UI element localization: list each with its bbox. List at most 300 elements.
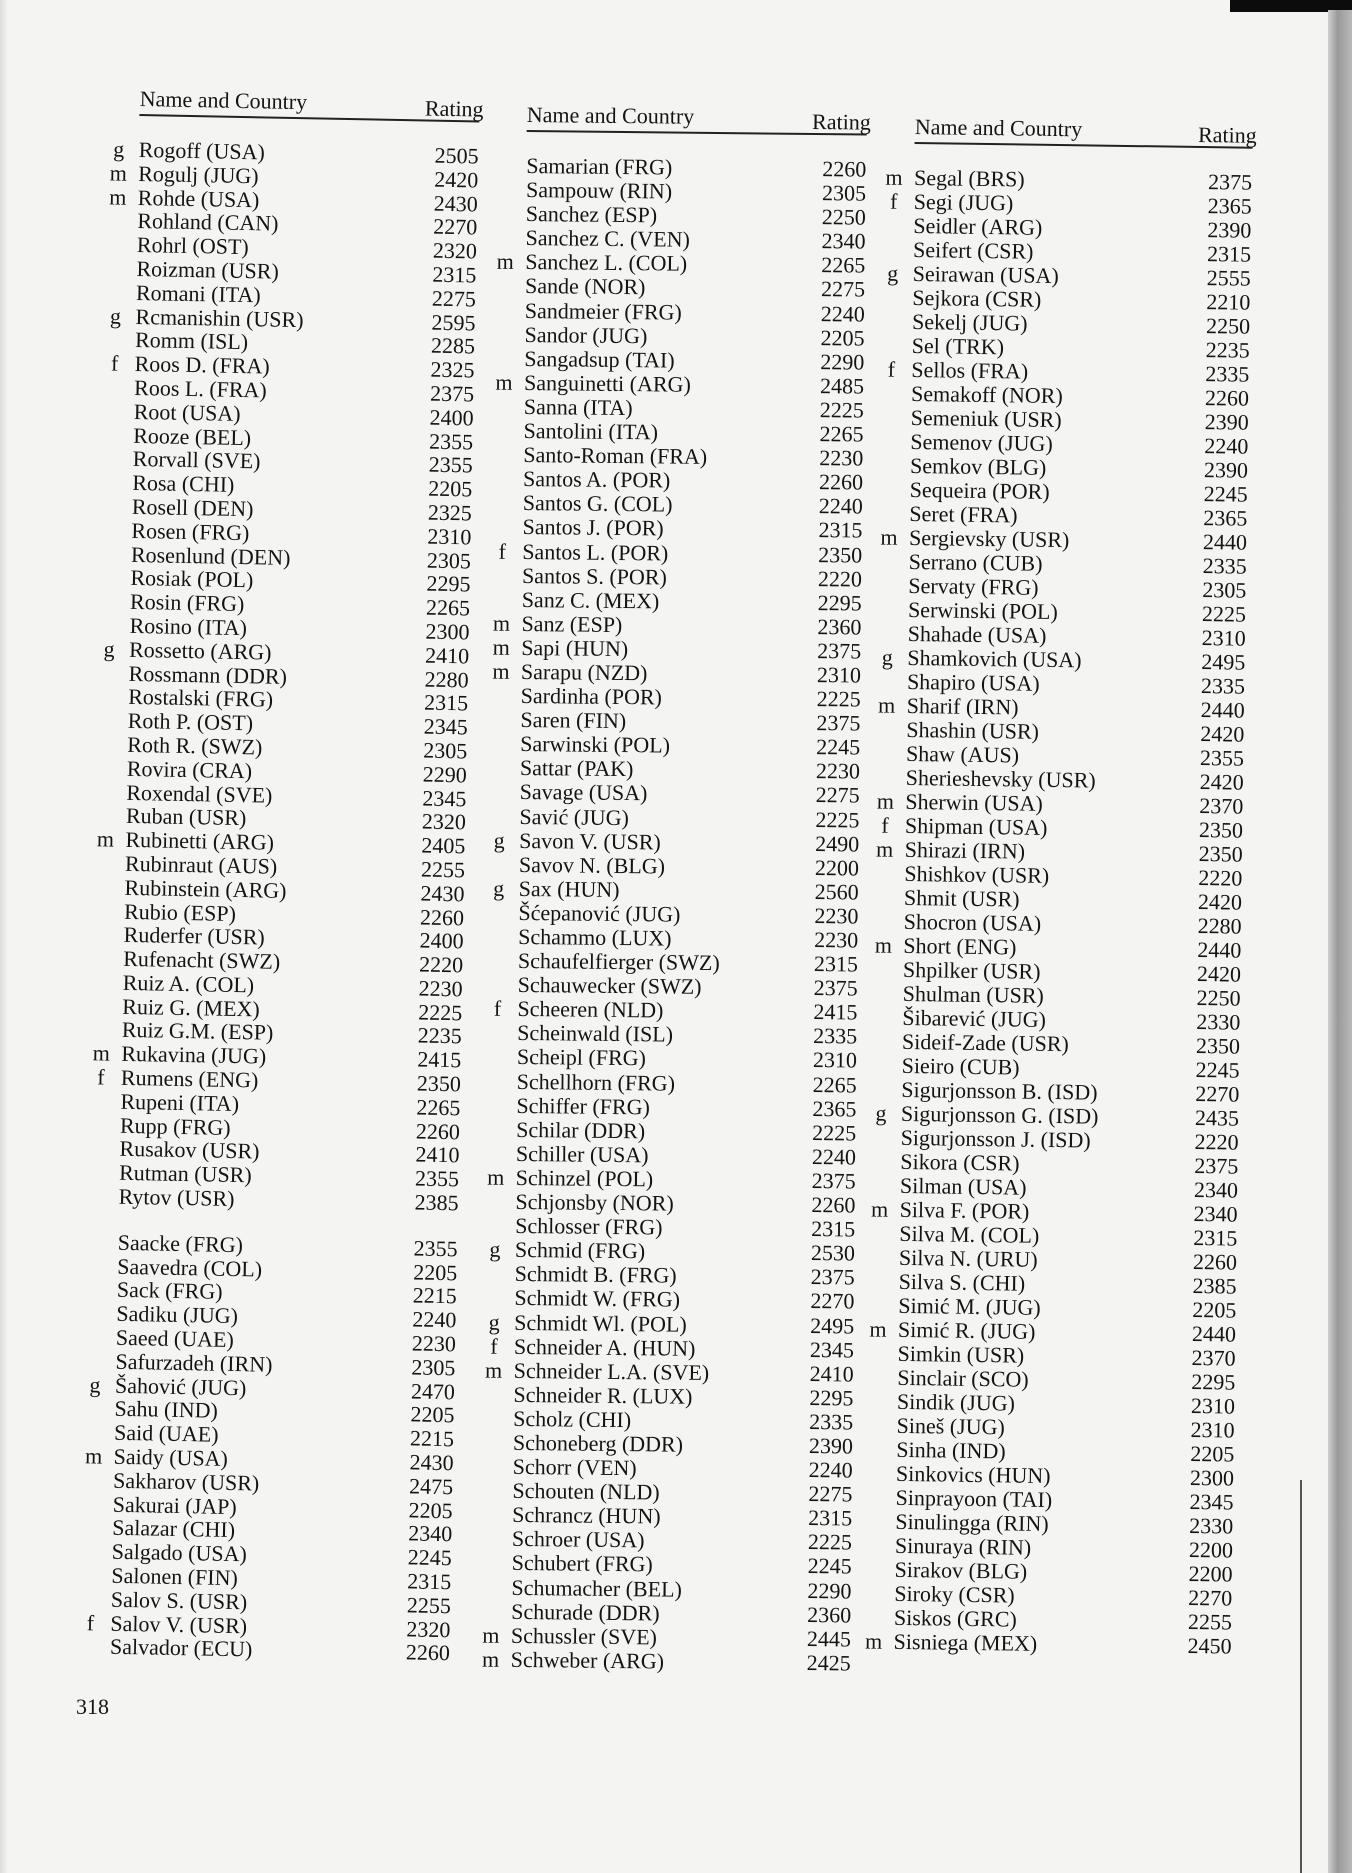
player-name-country: Silva F. (POR) bbox=[899, 1196, 1030, 1224]
player-rating: 2445 bbox=[806, 1625, 852, 1652]
title-marker: m bbox=[877, 692, 896, 718]
player-rating: 2375 bbox=[810, 1264, 855, 1290]
player-rating: 2440 bbox=[1197, 937, 1242, 963]
player-rating: 2280 bbox=[1197, 913, 1242, 939]
player-name-country: Shmit (USR) bbox=[903, 884, 1020, 912]
player-name-country: Roos D. (FRA) bbox=[134, 351, 270, 379]
column-header bbox=[139, 84, 484, 123]
title-marker: g bbox=[103, 636, 115, 662]
player-rating: 2370 bbox=[1199, 793, 1244, 819]
player-rating: 2410 bbox=[424, 642, 470, 669]
player-rating: 2325 bbox=[427, 499, 473, 526]
player-name-country: Semenov (JUG) bbox=[910, 428, 1053, 456]
player-rating: 2375 bbox=[816, 710, 861, 736]
player-name-country: Sel (TRK) bbox=[911, 332, 1005, 360]
player-name-country: Sinclair (SCO) bbox=[897, 1364, 1029, 1392]
player-name-country: Schneider R. (LUX) bbox=[513, 1381, 693, 1409]
player-name-country: Schilar (DDR) bbox=[516, 1116, 646, 1144]
player-rating: 2270 bbox=[433, 214, 478, 240]
player-name-country: Segal (BRS) bbox=[913, 164, 1025, 192]
title-marker: m bbox=[869, 1316, 887, 1342]
player-rating: 2385 bbox=[1192, 1272, 1237, 1299]
player-rating: 2220 bbox=[1198, 865, 1243, 891]
player-name-country: Sieiro (CUB) bbox=[901, 1052, 1020, 1080]
player-name-country: Šahović (JUG) bbox=[114, 1372, 247, 1400]
title-marker: m bbox=[92, 1040, 111, 1066]
player-rating: 2290 bbox=[422, 761, 468, 788]
player-rating: 2260 bbox=[1204, 385, 1250, 411]
player-rating: 2275 bbox=[815, 782, 860, 808]
player-rating: 2440 bbox=[1202, 529, 1248, 555]
ratings-list bbox=[92, 136, 479, 1216]
player-name-country: Root (USA) bbox=[133, 398, 241, 426]
player-name-country: Sigurjonsson B. (ISD) bbox=[901, 1076, 1098, 1105]
player-name-country: Sigurjonsson G. (ISD) bbox=[900, 1100, 1099, 1129]
player-name-country: Rytov (USR) bbox=[118, 1183, 235, 1212]
player-rating: 2265 bbox=[819, 421, 864, 447]
player-name-country: Rubio (ESP) bbox=[123, 898, 237, 926]
player-name-country: Simić R. (JUG) bbox=[897, 1316, 1036, 1344]
player-rating: 2205 bbox=[820, 324, 865, 351]
player-rating: 2230 bbox=[819, 445, 864, 471]
player-rating: 2245 bbox=[807, 1553, 852, 1579]
title-marker: f bbox=[86, 1609, 95, 1636]
player-rating: 2425 bbox=[806, 1649, 851, 1676]
player-name-country: Roth R. (SWZ) bbox=[127, 731, 263, 760]
player-name-country: Sarapu (NZD) bbox=[520, 658, 648, 686]
title-marker: m bbox=[84, 1443, 103, 1469]
title-marker: m bbox=[481, 1646, 500, 1672]
player-rating: 2420 bbox=[1196, 961, 1242, 987]
player-name-country: Semkov (BLG) bbox=[909, 452, 1047, 480]
player-rating: 2260 bbox=[818, 469, 864, 495]
player-rating: 2320 bbox=[421, 808, 467, 835]
player-rating: 2430 bbox=[420, 880, 465, 907]
title-marker: m bbox=[880, 524, 898, 550]
player-name-country: Ruderfer (USR) bbox=[123, 922, 266, 950]
player-name-country: Salvador (ECU) bbox=[109, 1634, 253, 1662]
player-rating: 2355 bbox=[413, 1235, 458, 1262]
player-name-country: Sergievsky (USR) bbox=[908, 524, 1070, 553]
player-rating: 2280 bbox=[424, 666, 469, 692]
player-rating: 2390 bbox=[1207, 217, 1252, 243]
player-name-country: Rufenacht (SWZ) bbox=[122, 945, 281, 974]
player-name-country: Short (ENG) bbox=[903, 932, 1017, 960]
player-rating: 2205 bbox=[1190, 1440, 1235, 1467]
player-name-country: Rossmann (DDR) bbox=[128, 660, 288, 689]
player-rating: 2215 bbox=[409, 1425, 455, 1452]
player-name-country: Rupp (FRG) bbox=[119, 1112, 231, 1140]
player-rating: 2495 bbox=[1201, 649, 1246, 675]
title-marker: m bbox=[875, 836, 894, 862]
player-rating: 2220 bbox=[817, 565, 863, 592]
player-name-country: Schrancz (HUN) bbox=[512, 1502, 661, 1529]
player-rating: 2440 bbox=[1200, 697, 1245, 723]
player-rating: 2225 bbox=[1201, 601, 1247, 627]
player-name-country: Rubinstein (ARG) bbox=[124, 874, 287, 903]
player-rating: 2355 bbox=[414, 1165, 460, 1192]
player-rating: 2530 bbox=[810, 1240, 856, 1266]
player-rating: 2295 bbox=[817, 589, 862, 616]
player-name-country: Schinzel (POL) bbox=[515, 1164, 654, 1192]
player-name-country: Schussler (SVE) bbox=[510, 1622, 658, 1650]
player-name-country: Rubinetti (ARG) bbox=[125, 826, 275, 855]
player-rating: 2310 bbox=[812, 1047, 858, 1073]
player-rating: 2270 bbox=[1195, 1081, 1240, 1107]
player-name-country: Schmidt B. (FRG) bbox=[514, 1261, 677, 1288]
title-marker: m bbox=[874, 932, 893, 958]
title-marker: f bbox=[490, 1333, 498, 1359]
player-rating: 2595 bbox=[431, 309, 476, 336]
title-marker: g bbox=[887, 260, 899, 286]
title-marker: g bbox=[113, 136, 125, 162]
page-number: 318 bbox=[76, 1694, 109, 1719]
player-name-country: Santo-Roman (FRA) bbox=[523, 442, 708, 470]
player-name-country: Sherwin (USA) bbox=[905, 788, 1044, 816]
player-rating: 2420 bbox=[433, 166, 479, 193]
player-name-country: Silva S. (CHI) bbox=[898, 1268, 1026, 1296]
player-name-country: Sardinha (POR) bbox=[520, 683, 663, 710]
player-name-country: Shishkov (USR) bbox=[904, 860, 1050, 888]
player-rating: 2255 bbox=[406, 1592, 452, 1619]
player-rating: 2285 bbox=[430, 333, 476, 359]
title-marker: m bbox=[482, 1622, 500, 1648]
player-name-country: Schammo (LUX) bbox=[518, 923, 672, 951]
player-name-country: Rosiak (POL) bbox=[130, 565, 254, 593]
player-name-country: Rusakov (USR) bbox=[119, 1136, 260, 1164]
player-name-country: Santos L. (POR) bbox=[522, 538, 669, 566]
player-rating: 2260 bbox=[822, 156, 867, 182]
player-rating: 2230 bbox=[814, 927, 859, 953]
player-name-country: Scheipl (FRG) bbox=[516, 1044, 647, 1071]
player-name-country: Semeniuk (USR) bbox=[910, 404, 1062, 433]
player-name-country: Sakurai (JAP) bbox=[112, 1491, 238, 1519]
player-name-country: Schoneberg (DDR) bbox=[512, 1429, 684, 1457]
column-header bbox=[914, 112, 1257, 149]
player-name-country: Rohrl (OST) bbox=[136, 232, 249, 260]
title-marker: m bbox=[864, 1628, 883, 1654]
player-rating: 2225 bbox=[807, 1529, 853, 1555]
player-rating: 2200 bbox=[1188, 1560, 1233, 1587]
player-name-country: Savage (USA) bbox=[519, 779, 648, 806]
player-rating: 2315 bbox=[813, 951, 859, 977]
player-rating: 2430 bbox=[409, 1449, 454, 1476]
player-name-country: Rostalski (FRG) bbox=[127, 684, 274, 712]
player-rating: 2315 bbox=[407, 1568, 452, 1595]
player-rating: 2410 bbox=[415, 1141, 460, 1168]
player-rating: 2345 bbox=[809, 1336, 855, 1363]
player-name-country: Schaufelfierger (SWZ) bbox=[517, 948, 720, 976]
player-name-country: Schiller (USA) bbox=[515, 1140, 649, 1168]
player-name-country: Schneider A. (HUN) bbox=[513, 1333, 696, 1361]
player-name-country: Roos L. (FRA) bbox=[133, 374, 268, 403]
player-name-country: Sanguinetti (ARG) bbox=[523, 369, 691, 397]
player-name-country: Schorr (VEN) bbox=[512, 1453, 637, 1481]
player-rating: 2295 bbox=[809, 1384, 854, 1411]
player-rating: 2265 bbox=[425, 594, 471, 621]
player-name-country: Scheeren (NLD) bbox=[517, 996, 664, 1023]
player-name-country: Siroky (CSR) bbox=[894, 1580, 1015, 1608]
player-rating: 2415 bbox=[813, 999, 858, 1025]
player-name-country: Sanz (ESP) bbox=[521, 610, 623, 637]
player-rating: 2390 bbox=[808, 1432, 854, 1459]
player-rating: 2310 bbox=[1201, 625, 1246, 651]
player-rating: 2245 bbox=[1195, 1057, 1240, 1083]
player-rating: 2215 bbox=[412, 1282, 458, 1309]
player-name-country: Sanchez C. (VEN) bbox=[525, 225, 691, 252]
player-rating: 2350 bbox=[416, 1070, 462, 1097]
player-rating: 2245 bbox=[407, 1544, 453, 1571]
player-name-country: Safurzadeh (IRN) bbox=[115, 1348, 273, 1377]
player-name-country: Sejkora (CSR) bbox=[912, 284, 1042, 312]
player-name-country: Roizman (USR) bbox=[136, 255, 280, 284]
player-name-country: Schmidt Wl. (POL) bbox=[514, 1309, 687, 1337]
player-name-country: Silman (USA) bbox=[899, 1172, 1027, 1200]
player-name-country: Rcmanishin (USR) bbox=[135, 303, 304, 332]
player-rating: 2440 bbox=[1191, 1320, 1237, 1347]
player-rating: 2245 bbox=[1203, 481, 1248, 507]
player-name-country: Seifert (CSR) bbox=[912, 236, 1034, 264]
player-name-country: Sanchez L. (COL) bbox=[525, 249, 688, 277]
player-name-country: Saidy (USA) bbox=[113, 1443, 229, 1471]
player-rating: 2360 bbox=[807, 1601, 852, 1628]
player-rating: 2315 bbox=[818, 517, 863, 543]
player-name-country: Santos S. (POR) bbox=[521, 562, 668, 590]
title-marker: g bbox=[881, 644, 894, 670]
player-rating: 2355 bbox=[428, 451, 473, 478]
player-rating: 2225 bbox=[815, 806, 860, 833]
player-name-country: Sirakov (BLG) bbox=[894, 1556, 1028, 1584]
player-name-country: Schouten (NLD) bbox=[512, 1478, 660, 1505]
player-rating: 2340 bbox=[1193, 1177, 1239, 1203]
player-name-country: Segi (JUG) bbox=[913, 188, 1014, 216]
player-rating: 2390 bbox=[1203, 457, 1249, 483]
title-marker: m bbox=[492, 658, 510, 684]
player-rating: 2205 bbox=[410, 1401, 455, 1428]
player-rating: 2235 bbox=[1205, 337, 1250, 363]
title-marker: f bbox=[110, 350, 119, 376]
player-name-country: Sack (FRG) bbox=[116, 1277, 223, 1305]
player-rating: 2345 bbox=[1189, 1488, 1234, 1515]
player-name-country: Savić (JUG) bbox=[519, 803, 630, 830]
player-rating: 2205 bbox=[408, 1497, 453, 1523]
player-name-country: Schneider L.A. (SVE) bbox=[513, 1357, 710, 1385]
player-rating: 2375 bbox=[1194, 1153, 1239, 1179]
player-rating: 2315 bbox=[1206, 241, 1252, 267]
player-rating: 2230 bbox=[815, 758, 861, 784]
title-marker: m bbox=[487, 1164, 505, 1190]
player-rating: 2420 bbox=[1199, 769, 1244, 795]
player-rating: 2250 bbox=[1205, 313, 1251, 339]
title-marker: f bbox=[887, 356, 896, 382]
player-name-country: Siskos (GRC) bbox=[893, 1604, 1018, 1632]
player-name-country: Sax (HUN) bbox=[518, 875, 620, 902]
player-rating: 2290 bbox=[820, 348, 865, 375]
player-rating: 2335 bbox=[813, 1023, 858, 1049]
player-name-country: Simić M. (JUG) bbox=[898, 1292, 1041, 1320]
player-name-country: Schjonsby (NOR) bbox=[515, 1188, 674, 1216]
player-name-country: Sattar (PAK) bbox=[519, 755, 634, 782]
player-rating: 2265 bbox=[812, 1071, 857, 1098]
ratings-column-1 bbox=[84, 84, 484, 1666]
ratings-column-2 bbox=[481, 100, 871, 1676]
player-name-country: Shashin (USR) bbox=[906, 716, 1040, 744]
player-rating: 2420 bbox=[1200, 721, 1245, 747]
player-rating: 2305 bbox=[423, 737, 468, 764]
player-name-country: Sinuraya (RIN) bbox=[894, 1532, 1032, 1560]
player-name-country: Scheinwald (ISL) bbox=[517, 1020, 674, 1047]
player-name-country: Sharif (IRN) bbox=[906, 692, 1019, 720]
rating-row bbox=[481, 1646, 851, 1676]
header-name-and-country: Name and Country bbox=[526, 101, 695, 129]
player-name-country: Silva N. (URU) bbox=[898, 1244, 1038, 1272]
player-name-country: Schmidt W. (FRG) bbox=[514, 1285, 681, 1313]
player-name-country: Seidler (ARG) bbox=[913, 212, 1043, 240]
player-rating: 2275 bbox=[808, 1481, 853, 1507]
player-rating: 2305 bbox=[426, 547, 472, 573]
player-name-country: Rosell (DEN) bbox=[131, 493, 254, 522]
player-rating: 2365 bbox=[812, 1095, 857, 1122]
player-name-country: Santos A. (POR) bbox=[522, 466, 671, 493]
player-rating: 2345 bbox=[422, 785, 467, 811]
player-name-country: Santolini (ITA) bbox=[523, 418, 659, 445]
player-rating: 2400 bbox=[429, 404, 474, 431]
title-marker: f bbox=[493, 995, 502, 1022]
player-name-country: Sherieshevsky (USR) bbox=[905, 764, 1096, 793]
player-rating: 2265 bbox=[416, 1094, 461, 1121]
player-name-country: Rubinraut (AUS) bbox=[124, 850, 278, 879]
player-rating: 2495 bbox=[810, 1312, 855, 1338]
player-name-country: Sindik (JUG) bbox=[896, 1388, 1016, 1416]
player-name-country: Sahu (IND) bbox=[114, 1396, 219, 1424]
player-rating: 2210 bbox=[1206, 289, 1251, 315]
player-rating: 2260 bbox=[405, 1639, 451, 1666]
player-name-country: Serrano (CUB) bbox=[908, 548, 1043, 576]
player-name-country: Sequeira (POR) bbox=[909, 476, 1050, 504]
player-name-country: Saeed (UAE) bbox=[115, 1324, 235, 1353]
player-name-country: Sanchez (ESP) bbox=[525, 201, 658, 228]
player-name-country: Rosen (FRG) bbox=[131, 517, 250, 545]
player-name-country: Rosenlund (DEN) bbox=[130, 541, 291, 570]
player-name-country: Rooze (BEL) bbox=[133, 422, 252, 450]
ratings-column-3 bbox=[864, 112, 1257, 1659]
player-name-country: Shapiro (USA) bbox=[906, 668, 1040, 696]
player-rating: 2505 bbox=[434, 142, 479, 169]
player-rating: 2420 bbox=[1197, 889, 1243, 915]
player-rating: 2310 bbox=[1190, 1416, 1235, 1443]
player-name-country: Sarwinski (POL) bbox=[520, 731, 671, 758]
player-rating: 2470 bbox=[410, 1378, 456, 1404]
player-name-country: Rossetto (ARG) bbox=[128, 636, 272, 665]
player-name-country: Schiffer (FRG) bbox=[516, 1092, 651, 1119]
player-name-country: Rutman (USR) bbox=[118, 1160, 252, 1188]
player-rating: 2305 bbox=[1202, 577, 1247, 603]
player-rating: 2310 bbox=[427, 523, 472, 550]
title-marker: m bbox=[492, 634, 510, 660]
player-rating: 2220 bbox=[1194, 1129, 1239, 1155]
player-name-country: Shaw (AUS) bbox=[905, 740, 1020, 768]
player-rating: 2370 bbox=[1191, 1344, 1236, 1371]
player-rating: 2240 bbox=[820, 300, 865, 327]
player-rating: 2335 bbox=[809, 1408, 854, 1435]
player-name-country: Seirawan (USA) bbox=[912, 260, 1059, 289]
player-rating: 2315 bbox=[808, 1505, 853, 1531]
title-marker: m bbox=[485, 1357, 503, 1383]
player-name-country: Schroer (USA) bbox=[511, 1526, 645, 1553]
header-name-and-country: Name and Country bbox=[139, 85, 308, 115]
player-rating: 2330 bbox=[1189, 1512, 1234, 1539]
player-name-country: Sanz C. (MEX) bbox=[521, 586, 660, 614]
player-name-country: Salgado (USA) bbox=[111, 1538, 248, 1567]
player-rating: 2230 bbox=[418, 975, 463, 1002]
player-rating: 2315 bbox=[423, 689, 469, 716]
player-name-country: Roth P. (OST) bbox=[127, 708, 254, 736]
player-name-country: Romani (ITA) bbox=[135, 279, 261, 308]
player-rating: 2240 bbox=[1204, 433, 1249, 459]
player-rating: 2220 bbox=[418, 951, 464, 978]
player-name-country: Sinha (IND) bbox=[896, 1436, 1006, 1464]
player-name-country: Sapi (HUN) bbox=[521, 634, 629, 661]
header-rating: Rating bbox=[811, 108, 871, 135]
title-marker: m bbox=[109, 184, 127, 210]
player-rating: 2405 bbox=[421, 832, 466, 859]
player-name-country: Rosin (FRG) bbox=[129, 589, 245, 617]
title-marker: m bbox=[870, 1196, 889, 1222]
player-rating: 2435 bbox=[1194, 1105, 1240, 1131]
player-rating: 2485 bbox=[819, 372, 865, 399]
player-name-country: Sisniega (MEX) bbox=[893, 1628, 1038, 1656]
player-rating: 2295 bbox=[426, 570, 471, 597]
player-name-country: Šćepanović (JUG) bbox=[518, 899, 681, 927]
player-name-country: Schlosser (FRG) bbox=[515, 1213, 663, 1240]
player-rating: 2240 bbox=[412, 1306, 457, 1333]
player-rating: 2350 bbox=[1195, 1033, 1241, 1059]
page-edge-shadow bbox=[0, 0, 8, 1873]
player-rating: 2360 bbox=[817, 613, 862, 640]
player-rating: 2315 bbox=[1193, 1224, 1238, 1251]
player-rating: 2365 bbox=[1207, 193, 1252, 219]
player-rating: 2415 bbox=[417, 1046, 462, 1073]
player-name-country: Shpilker (USR) bbox=[902, 956, 1041, 984]
player-name-country: Schauwecker (SWZ) bbox=[517, 972, 702, 1000]
title-marker: m bbox=[496, 249, 514, 275]
player-name-country: Rupeni (ITA) bbox=[120, 1088, 240, 1116]
player-name-country: Ruiz A. (COL) bbox=[122, 969, 255, 998]
title-marker: g bbox=[89, 1371, 101, 1398]
player-rating: 2250 bbox=[1196, 985, 1241, 1011]
player-rating: 2205 bbox=[428, 475, 473, 502]
player-name-country: Sandor (JUG) bbox=[524, 321, 648, 348]
player-name-country: Rovira (CRA) bbox=[126, 755, 253, 783]
player-rating: 2400 bbox=[419, 927, 464, 954]
player-rating: 2305 bbox=[411, 1354, 456, 1381]
player-name-country: Sinprayoon (TAI) bbox=[895, 1484, 1053, 1513]
player-name-country: Scholz (CHI) bbox=[513, 1405, 632, 1433]
player-rating: 2275 bbox=[431, 285, 477, 312]
column-header bbox=[526, 100, 871, 136]
player-rating: 2350 bbox=[1198, 817, 1244, 843]
player-rating: 2260 bbox=[811, 1192, 856, 1218]
player-rating: 2240 bbox=[818, 493, 863, 519]
player-name-country: Sekelj (JUG) bbox=[911, 308, 1028, 336]
header-name-and-country: Name and Country bbox=[914, 113, 1083, 142]
player-rating: 2240 bbox=[808, 1457, 853, 1483]
player-rating: 2315 bbox=[811, 1216, 856, 1242]
player-name-country: Seret (FRA) bbox=[909, 500, 1018, 528]
player-rating: 2270 bbox=[810, 1288, 855, 1314]
player-name-country: Shirazi (IRN) bbox=[904, 836, 1026, 864]
player-name-country: Sellos (FRA) bbox=[911, 356, 1029, 384]
